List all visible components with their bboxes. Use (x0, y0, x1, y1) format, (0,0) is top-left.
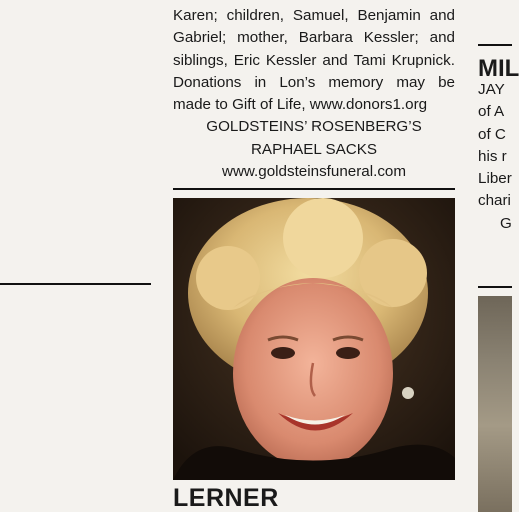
obit-line: Donations in Lon’s memory may be (173, 73, 455, 91)
right-column (478, 79, 512, 232)
funeral-home-line: GOLDSTEINS’ ROSENBERG’S (206, 118, 422, 136)
section-divider-rule (478, 286, 512, 288)
obit-line: G (500, 214, 512, 232)
obit-line: of C (478, 125, 506, 143)
portrait-photo (173, 198, 455, 480)
obit-line: JAY (478, 81, 505, 98)
deceased-surname: LERNER (173, 484, 279, 512)
deceased-surname-partial: MIL (478, 55, 519, 82)
obit-line: of A (478, 103, 505, 121)
section-divider-rule (478, 44, 512, 46)
portrait-photo-partial (478, 296, 512, 512)
obit-line: Karen; children, Samuel, Benjamin and (173, 7, 455, 24)
obit-line: siblings, Eric Kessler and Tami Krupnick. (173, 51, 455, 69)
funeral-home-url: www.goldsteinsfuneral.com (221, 163, 407, 181)
obit-line: made to Gift of Life, www.donors1.org (173, 96, 428, 114)
obit-line: his r (478, 147, 507, 165)
obit-line: chari (478, 192, 511, 210)
obit-line: Gabriel; mother, Barbara Kessler; and (173, 29, 455, 47)
middle-column (173, 0, 455, 190)
obit-line: Liber (478, 170, 512, 188)
section-divider-rule (173, 188, 455, 190)
column-divider-rule (0, 283, 151, 285)
funeral-home-line: RAPHAEL SACKS (250, 140, 378, 158)
